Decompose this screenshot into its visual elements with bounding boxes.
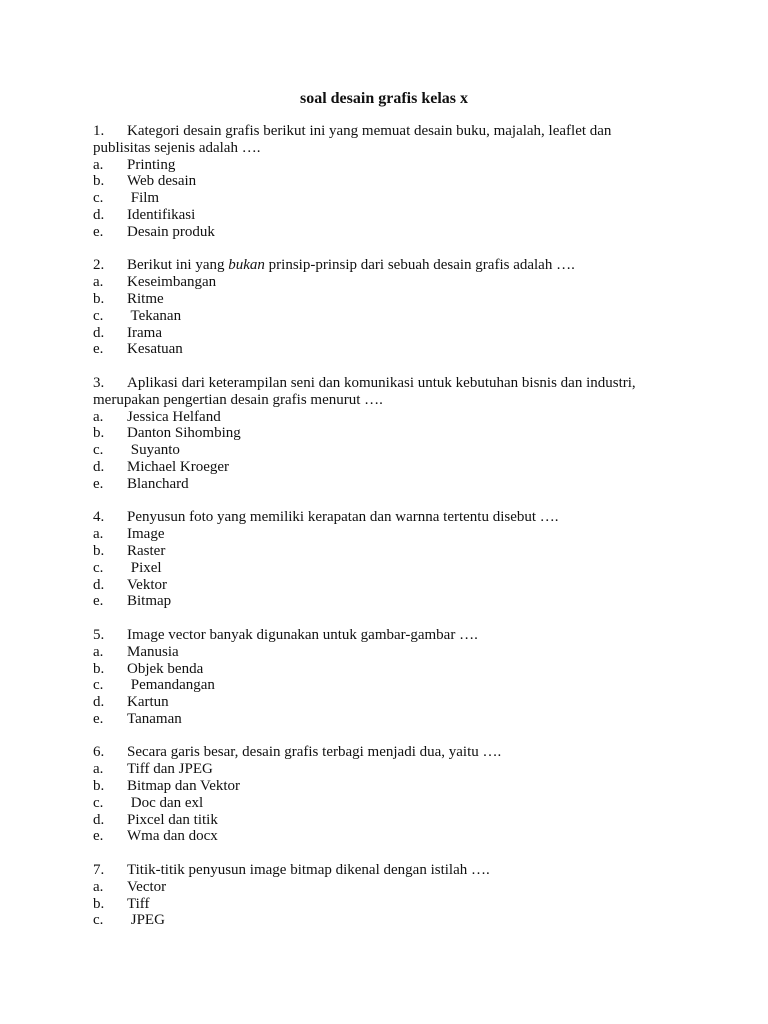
option-c: [93, 442, 693, 459]
question-4: [93, 509, 693, 610]
option-d: [93, 325, 693, 342]
option-d: [93, 207, 693, 224]
option-text: Vektor: [127, 576, 167, 593]
option-d: [93, 577, 693, 594]
option-text: Film: [130, 190, 160, 207]
option-d: [93, 459, 693, 476]
option-e: [93, 711, 693, 728]
option-letter: a.: [93, 156, 104, 173]
option-letter: d.: [93, 811, 105, 828]
question-text-continued: merupakan pengertian desain grafis menurut ….: [93, 391, 383, 408]
question-line: Aplikasi dari keterampilan seni dan komunikasi untuk kebutuhan bisnis dan industri,: [127, 374, 636, 391]
option-letter: e.: [93, 223, 104, 240]
option-letter: d.: [93, 324, 105, 341]
option-b: [93, 661, 693, 678]
option-text: Identifikasi: [127, 206, 196, 223]
option-text: Danton Sihombing: [127, 425, 241, 442]
question-text: [93, 123, 693, 140]
question-text-post: prinsip-prinsip dari sebuah desain grafis adalah ….: [264, 257, 575, 274]
option-letter: a.: [93, 643, 104, 660]
option-letter: b.: [93, 895, 105, 912]
option-text: Pixcel dan titik: [127, 811, 218, 828]
question-line: Titik-titik penyusun image bitmap dikenal dengan istilah ….: [127, 862, 490, 879]
question-number: 3.: [93, 374, 105, 391]
option-text: Objek benda: [127, 660, 204, 677]
question-text-continued: publisitas sejenis adalah ….: [93, 139, 261, 156]
option-a: [93, 879, 693, 896]
option-letter: c.: [93, 912, 104, 929]
question-list: [93, 123, 693, 946]
option-text: Ritme: [127, 290, 164, 307]
option-text: Bitmap dan Vektor: [127, 778, 241, 795]
question-text: [93, 257, 693, 274]
question-number: 6.: [93, 744, 105, 761]
option-text: Desain produk: [127, 223, 215, 240]
option-letter: c.: [93, 307, 104, 324]
option-letter: c.: [93, 677, 104, 694]
option-c: [93, 308, 693, 325]
question-number: 7.: [93, 862, 105, 879]
option-b: [93, 173, 693, 190]
option-e: [93, 476, 693, 493]
option-e: [93, 593, 693, 610]
option-text: Tekanan: [130, 307, 182, 324]
option-text: Jessica Helfand: [127, 408, 221, 425]
question-3: [93, 375, 693, 493]
option-c: [93, 795, 693, 812]
question-7: [93, 862, 693, 929]
option-letter: d.: [93, 576, 105, 593]
option-text: Blanchard: [127, 475, 189, 492]
option-text: Kesatuan: [127, 341, 183, 358]
option-text: Keseimbangan: [127, 274, 217, 291]
option-a: [93, 274, 693, 291]
option-text: Kartun: [127, 694, 169, 711]
question-line: Secara garis besar, desain grafis terbagi menjadi dua, yaitu ….: [127, 744, 502, 761]
option-letter: c.: [93, 442, 104, 459]
option-letter: a.: [93, 274, 104, 291]
option-b: [93, 425, 693, 442]
option-text: Tanaman: [127, 710, 182, 727]
option-letter: b.: [93, 778, 105, 795]
option-letter: b.: [93, 660, 105, 677]
option-letter: b.: [93, 290, 105, 307]
question-6: [93, 744, 693, 845]
question-5: [93, 627, 693, 728]
question-emphasis: bukan: [228, 257, 265, 274]
question-text: [93, 862, 693, 879]
option-text: Image: [127, 526, 165, 543]
option-letter: c.: [93, 794, 104, 811]
option-a: [93, 526, 693, 543]
question-text: [93, 627, 693, 644]
question-number: 1.: [93, 123, 105, 139]
option-text: JPEG: [130, 912, 165, 929]
question-line: Penyusun foto yang memiliki kerapatan dan warnna tertentu disebut ….: [127, 509, 559, 526]
question-line: [127, 257, 575, 273]
option-text: Tiff: [127, 895, 150, 912]
option-letter: b.: [93, 542, 105, 559]
option-letter: a.: [93, 526, 104, 543]
option-c: [93, 560, 693, 577]
option-text: Doc dan exl: [130, 794, 204, 811]
option-text: Pemandangan: [130, 677, 215, 694]
option-a: [93, 409, 693, 426]
option-b: [93, 291, 693, 308]
question-text: [93, 744, 693, 761]
option-text: Vector: [127, 878, 167, 895]
option-b: [93, 543, 693, 560]
question-line: Image vector banyak digunakan untuk gambar-gambar ….: [127, 626, 478, 643]
option-letter: d.: [93, 694, 105, 711]
option-text: Printing: [127, 156, 176, 173]
option-text: Michael Kroeger: [127, 458, 230, 475]
option-a: [93, 761, 693, 778]
question-1: [93, 123, 693, 241]
option-c: [93, 912, 693, 929]
option-text: Suyanto: [130, 442, 180, 459]
option-b: [93, 896, 693, 913]
question-number: 5.: [93, 626, 105, 643]
option-e: [93, 828, 693, 845]
option-letter: e.: [93, 475, 104, 492]
option-text: Manusia: [127, 643, 179, 660]
option-letter: e.: [93, 593, 104, 610]
option-text: Irama: [127, 324, 162, 341]
question-text: [93, 509, 693, 526]
option-letter: a.: [93, 408, 104, 425]
option-c: [93, 190, 693, 207]
option-c: [93, 677, 693, 694]
option-b: [93, 778, 693, 795]
question-line: Kategori desain grafis berikut ini yang memuat desain buku, majalah, leaflet dan: [127, 123, 612, 139]
option-letter: b.: [93, 173, 105, 190]
option-letter: b.: [93, 425, 105, 442]
option-e: [93, 341, 693, 358]
option-a: [93, 644, 693, 661]
option-text: Raster: [127, 542, 166, 559]
question-number: 2.: [93, 257, 105, 274]
option-letter: c.: [93, 190, 104, 207]
option-text: Wma dan docx: [127, 828, 218, 845]
option-text: Bitmap: [127, 593, 172, 610]
option-letter: e.: [93, 710, 104, 727]
option-d: [93, 812, 693, 829]
option-letter: c.: [93, 559, 104, 576]
question-number: 4.: [93, 509, 105, 526]
question-text: [93, 375, 693, 392]
option-letter: d.: [93, 458, 105, 475]
option-text: Web desain: [127, 173, 197, 190]
option-a: [93, 157, 693, 174]
question-text-pre: Berikut ini yang: [127, 257, 229, 274]
option-e: [93, 224, 693, 241]
option-d: [93, 694, 693, 711]
page-title: soal desain grafis kelas x: [299, 90, 468, 107]
option-letter: a.: [93, 878, 104, 895]
option-letter: a.: [93, 761, 104, 778]
option-letter: e.: [93, 341, 104, 358]
question-2: [93, 257, 693, 358]
option-text: Pixel: [130, 559, 162, 576]
option-letter: d.: [93, 206, 105, 223]
option-text: Tiff dan JPEG: [127, 761, 213, 778]
option-letter: e.: [93, 828, 104, 845]
